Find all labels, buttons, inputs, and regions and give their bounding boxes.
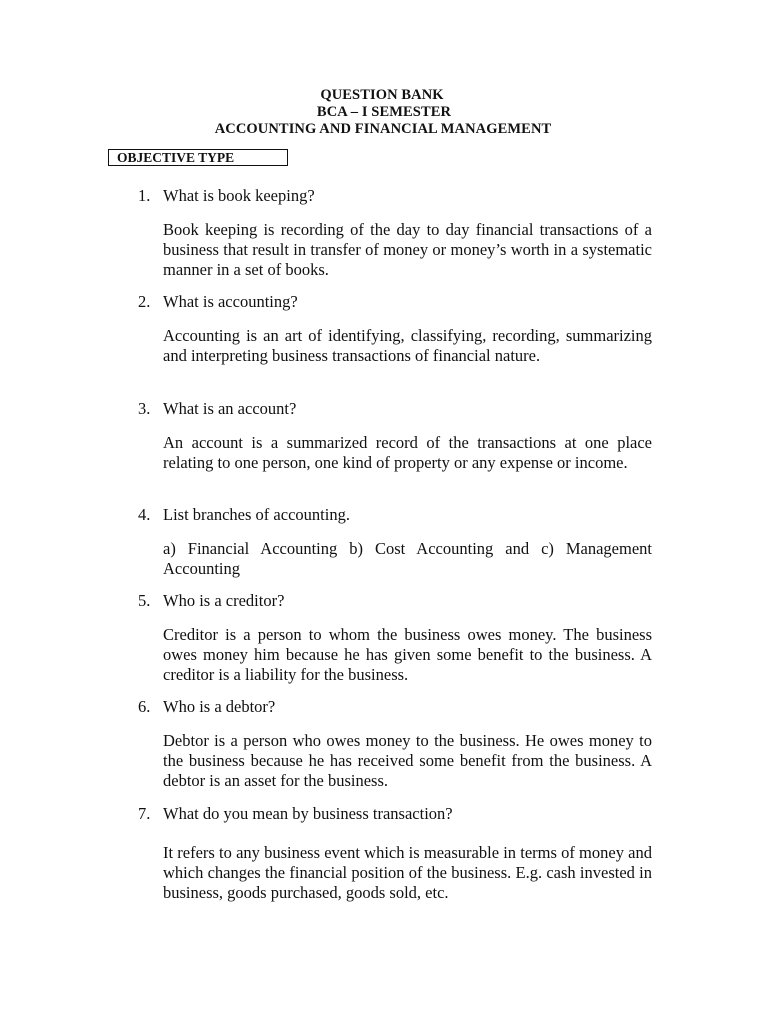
- question-line: [0, 292, 768, 312]
- question-text: List branches of accounting.: [163, 505, 350, 524]
- question-number: 5.: [138, 591, 151, 610]
- question-text: Who is a debtor?: [163, 697, 276, 716]
- question-text: What is an account?: [163, 399, 297, 418]
- header-course: BCA – I SEMESTER: [316, 104, 452, 120]
- question-line: [0, 186, 768, 206]
- answer-text: An account is a summarized record of the transactions at one place relating to one person, one kind of property or any expense or income.: [163, 433, 652, 472]
- answer-text: Debtor is a person who owes money to the business. He owes money to the business because he has received some benefit from the business. A debtor is an asset for the business.: [163, 731, 652, 790]
- question-line: [0, 697, 768, 717]
- question-number: 3.: [138, 399, 151, 418]
- answer-text: Creditor is a person to whom the business owes money. The business owes money him because he has given some benefit to the business. A creditor is a liability for the business.: [163, 625, 652, 684]
- answer-text: a) Financial Accounting b) Cost Accounting and c) Management Accounting: [163, 539, 652, 578]
- question-number: 7.: [138, 804, 151, 823]
- question-number: 6.: [138, 697, 151, 716]
- document-header: [0, 87, 768, 138]
- question-text: What is accounting?: [163, 292, 298, 311]
- question-line: [0, 399, 768, 419]
- question-line: [0, 804, 768, 824]
- answer-text: Accounting is an art of identifying, classifying, recording, summarizing and interpreting business transactions of financial nature.: [163, 326, 652, 365]
- answer-text: Book keeping is recording of the day to day financial transactions of a business that result in transfer of money or money’s worth in a systematic manner in a set of books.: [163, 220, 652, 279]
- section-heading-box: OBJECTIVE TYPE: [108, 149, 288, 166]
- question-text: Who is a creditor?: [163, 591, 285, 610]
- question-number: 4.: [138, 505, 151, 524]
- question-line: [0, 591, 768, 611]
- header-subject: ACCOUNTING AND FINANCIAL MANAGEMENT: [214, 121, 552, 137]
- answer-text: It refers to any business event which is measurable in terms of money and which changes the financial position of the business. E.g. cash invested in business, goods purchased, goods sold, etc.: [163, 843, 652, 902]
- header-title: QUESTION BANK: [320, 87, 444, 103]
- question-text: What do you mean by business transaction?: [163, 804, 453, 823]
- question-number: 2.: [138, 292, 151, 311]
- question-number: 1.: [138, 186, 151, 205]
- question-line: [0, 505, 768, 525]
- question-text: What is book keeping?: [163, 186, 315, 205]
